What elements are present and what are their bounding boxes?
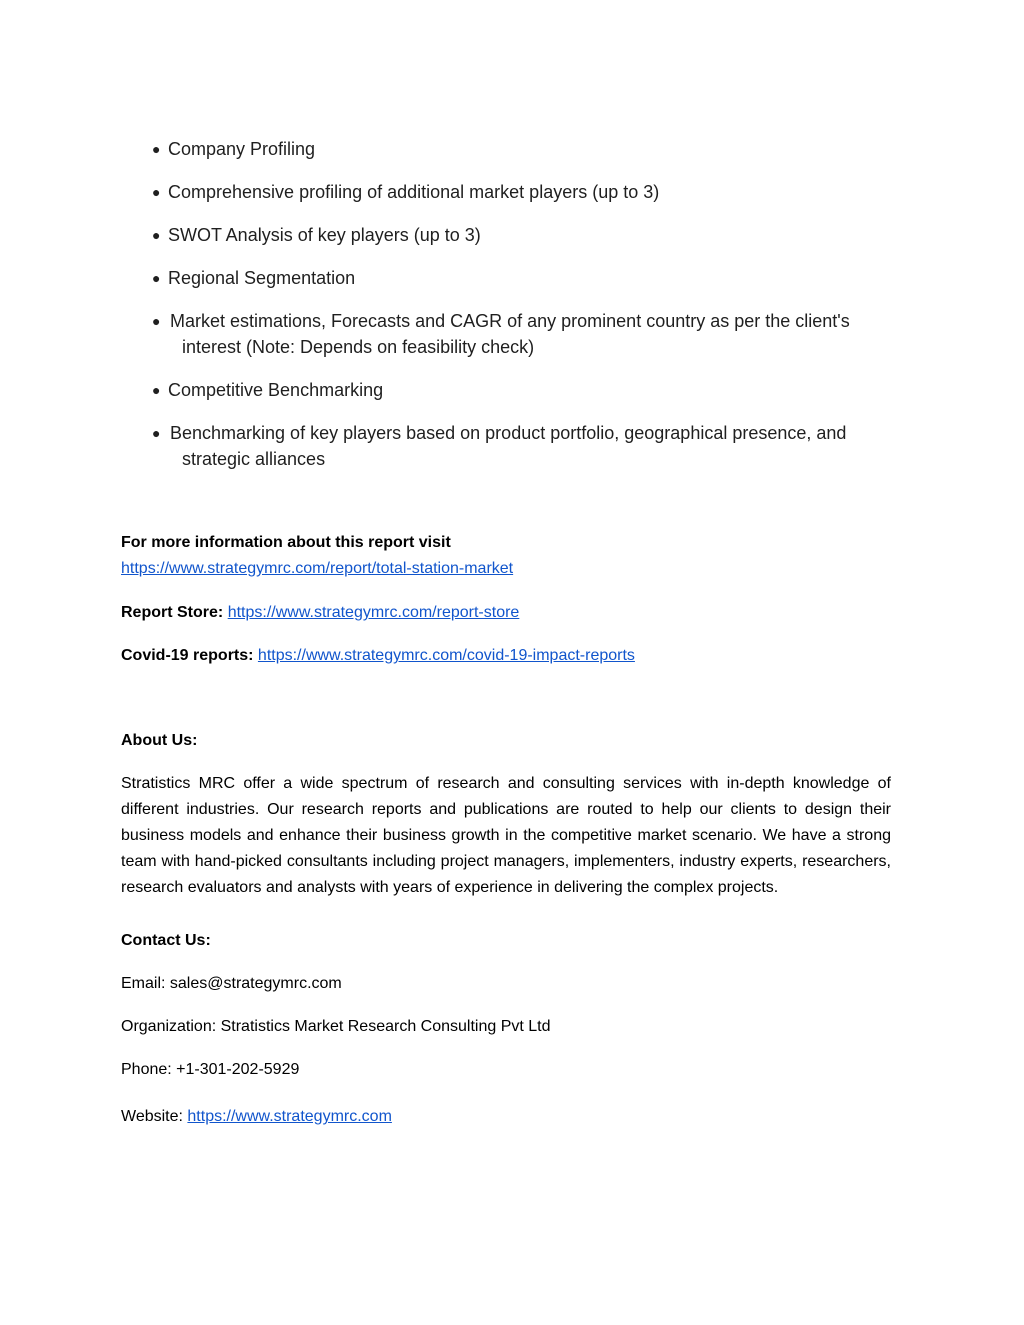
bullet-icon: ● (152, 184, 161, 200)
list-item (152, 420, 892, 472)
covid-reports-line (121, 643, 891, 669)
report-link[interactable]: https://www.strategymrc.com/report/total-station-market (121, 560, 514, 577)
list-item (152, 136, 892, 162)
bullet-icon: ● (152, 141, 161, 157)
bullet-icon: ● (152, 313, 161, 329)
list-item (152, 265, 892, 291)
contact-website (121, 1104, 891, 1130)
list-item (152, 179, 892, 205)
covid-reports-label: Covid-19 reports: (121, 647, 254, 664)
report-store-line (121, 600, 891, 626)
contact-heading: Contact Us: (121, 932, 211, 949)
contact-organization: Organization: Stratistics Market Research Consulting Pvt Ltd (121, 1018, 551, 1035)
about-body: Stratistics MRC offer a wide spectrum of research and consulting services with in-depth knowledge of different industries. Our research reports and publications are routed to help our clients to design their business models and enhance their business growth in the competitive market scenario. We have a strong team with hand-picked consultants including project managers, implementers, industry experts, researchers, research evaluators and analysts with years of experience in delivering the complex projects. (121, 775, 891, 896)
bullet-icon: ● (152, 227, 161, 243)
report-store-link[interactable]: https://www.strategymrc.com/report-store (227, 604, 520, 621)
list-item-text: SWOT Analysis of key players (up to 3) (168, 225, 481, 245)
list-item (152, 308, 892, 360)
contact-phone: Phone: +1-301-202-5929 (121, 1061, 300, 1078)
list-item-text (168, 308, 892, 360)
bullet-icon: ● (152, 270, 161, 286)
contact-email: Email: sales@strategymrc.com (121, 975, 342, 992)
list-item (152, 222, 892, 248)
list-item (152, 377, 892, 403)
about-heading: About Us: (121, 732, 198, 749)
more-info-section (121, 530, 891, 582)
list-item-text: Company Profiling (168, 139, 316, 159)
report-store-label: Report Store: (121, 604, 224, 621)
list-item-line: interest (Note: Depends on feasibility check) (182, 337, 535, 357)
list-item-line: Market estimations, Forecasts and CAGR of any prominent country as per the client's (170, 311, 850, 331)
website-label: Website: (121, 1108, 183, 1125)
website-link[interactable]: https://www.strategymrc.com (187, 1108, 392, 1125)
list-item-text (168, 420, 892, 472)
list-item-text: Competitive Benchmarking (168, 380, 384, 400)
list-item-line: Benchmarking of key players based on product portfolio, geographical presence, and (170, 423, 847, 443)
list-item-text: Regional Segmentation (168, 268, 356, 288)
bullet-icon: ● (152, 382, 161, 398)
covid-reports-link[interactable]: https://www.strategymrc.com/covid-19-impact-reports (257, 647, 635, 664)
list-item-text: Comprehensive profiling of additional market players (up to 3) (168, 182, 660, 202)
bullet-icon: ● (152, 425, 161, 441)
bullet-list (152, 136, 892, 489)
more-info-heading: For more information about this report visit (121, 534, 451, 551)
list-item-line: strategic alliances (182, 449, 326, 469)
